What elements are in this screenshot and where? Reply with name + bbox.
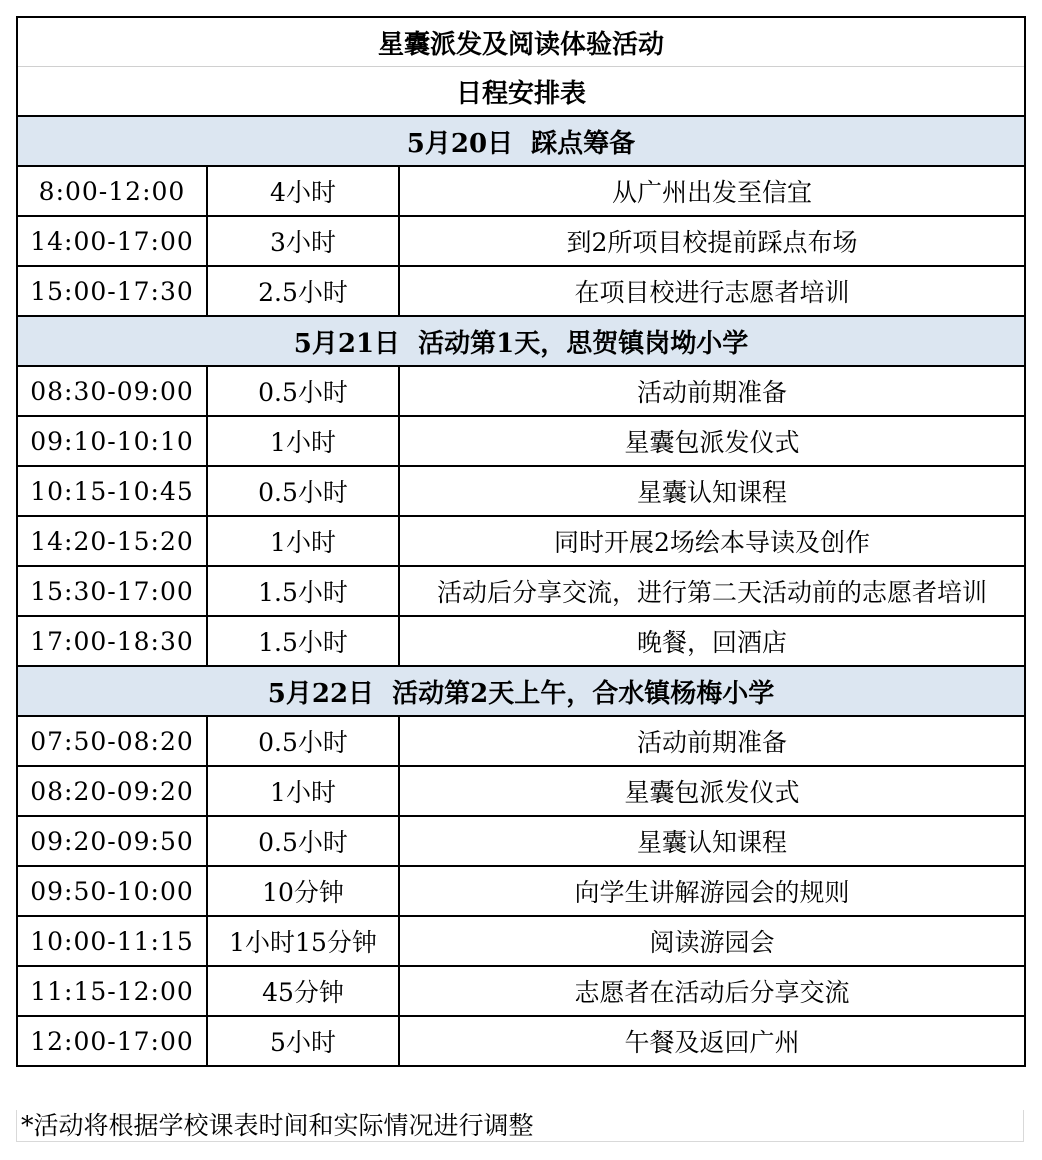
day-header-row	[17, 666, 1025, 716]
schedule-row	[17, 916, 1025, 966]
activity-cell: 向学生讲解游园会的规则	[399, 866, 1025, 916]
time-cell: 09:10-10:10	[17, 416, 207, 466]
schedule-row	[17, 266, 1025, 316]
activity-cell: 星囊认知课程	[399, 466, 1025, 516]
schedule-row	[17, 866, 1025, 916]
activity-cell: 活动后分享交流，进行第二天活动前的志愿者培训	[399, 566, 1025, 616]
schedule-title: 星囊派发及阅读体验活动	[17, 17, 1025, 67]
duration-cell: 5小时	[207, 1016, 399, 1066]
duration-cell: 1.5小时	[207, 566, 399, 616]
time-cell: 10:00-11:15	[17, 916, 207, 966]
schedule-row	[17, 716, 1025, 766]
activity-cell: 同时开展2场绘本导读及创作	[399, 516, 1025, 566]
time-cell: 12:00-17:00	[17, 1016, 207, 1066]
duration-cell: 0.5小时	[207, 716, 399, 766]
time-cell: 11:15-12:00	[17, 966, 207, 1016]
time-cell: 15:00-17:30	[17, 266, 207, 316]
activity-cell: 活动前期准备	[399, 366, 1025, 416]
title-row	[17, 17, 1025, 67]
time-cell: 17:00-18:30	[17, 616, 207, 666]
activity-cell: 阅读游园会	[399, 916, 1025, 966]
duration-cell: 4小时	[207, 166, 399, 216]
activity-cell: 晚餐，回酒店	[399, 616, 1025, 666]
duration-cell: 45分钟	[207, 966, 399, 1016]
activity-cell: 午餐及返回广州	[399, 1016, 1025, 1066]
day-header: 5月22日 活动第2天上午，合水镇杨梅小学	[17, 666, 1025, 716]
schedule-row	[17, 616, 1025, 666]
schedule-table	[16, 16, 1026, 1067]
duration-cell: 1小时15分钟	[207, 916, 399, 966]
activity-cell: 到2所项目校提前踩点布场	[399, 216, 1025, 266]
schedule-row	[17, 816, 1025, 866]
duration-cell: 10分钟	[207, 866, 399, 916]
activity-cell: 星囊包派发仪式	[399, 416, 1025, 466]
schedule-row	[17, 1016, 1025, 1066]
footnote: *活动将根据学校课表时间和实际情况进行调整	[16, 1110, 1024, 1142]
schedule-row	[17, 766, 1025, 816]
time-cell: 08:20-09:20	[17, 766, 207, 816]
schedule-row	[17, 216, 1025, 266]
schedule-row	[17, 166, 1025, 216]
time-cell: 08:30-09:00	[17, 366, 207, 416]
subtitle-row	[17, 67, 1025, 117]
day-header: 5月21日 活动第1天，思贺镇岗坳小学	[17, 316, 1025, 366]
duration-cell: 0.5小时	[207, 816, 399, 866]
schedule-sheet	[16, 16, 1026, 1067]
time-cell: 09:50-10:00	[17, 866, 207, 916]
duration-cell: 2.5小时	[207, 266, 399, 316]
day-header-row	[17, 116, 1025, 166]
duration-cell: 0.5小时	[207, 466, 399, 516]
time-cell: 15:30-17:00	[17, 566, 207, 616]
schedule-row	[17, 966, 1025, 1016]
duration-cell: 0.5小时	[207, 366, 399, 416]
activity-cell: 星囊包派发仪式	[399, 766, 1025, 816]
duration-cell: 1小时	[207, 516, 399, 566]
duration-cell: 1小时	[207, 766, 399, 816]
activity-cell: 星囊认知课程	[399, 816, 1025, 866]
time-cell: 09:20-09:50	[17, 816, 207, 866]
duration-cell: 1小时	[207, 416, 399, 466]
activity-cell: 在项目校进行志愿者培训	[399, 266, 1025, 316]
time-cell: 14:00-17:00	[17, 216, 207, 266]
duration-cell: 3小时	[207, 216, 399, 266]
activity-cell: 从广州出发至信宜	[399, 166, 1025, 216]
time-cell: 10:15-10:45	[17, 466, 207, 516]
schedule-row	[17, 416, 1025, 466]
activity-cell: 志愿者在活动后分享交流	[399, 966, 1025, 1016]
time-cell: 14:20-15:20	[17, 516, 207, 566]
time-cell: 07:50-08:20	[17, 716, 207, 766]
schedule-row	[17, 366, 1025, 416]
schedule-row	[17, 466, 1025, 516]
duration-cell: 1.5小时	[207, 616, 399, 666]
schedule-row	[17, 566, 1025, 616]
schedule-row	[17, 516, 1025, 566]
activity-cell: 活动前期准备	[399, 716, 1025, 766]
day-header: 5月20日 踩点筹备	[17, 116, 1025, 166]
day-header-row	[17, 316, 1025, 366]
schedule-subtitle: 日程安排表	[17, 67, 1025, 117]
time-cell: 8:00-12:00	[17, 166, 207, 216]
